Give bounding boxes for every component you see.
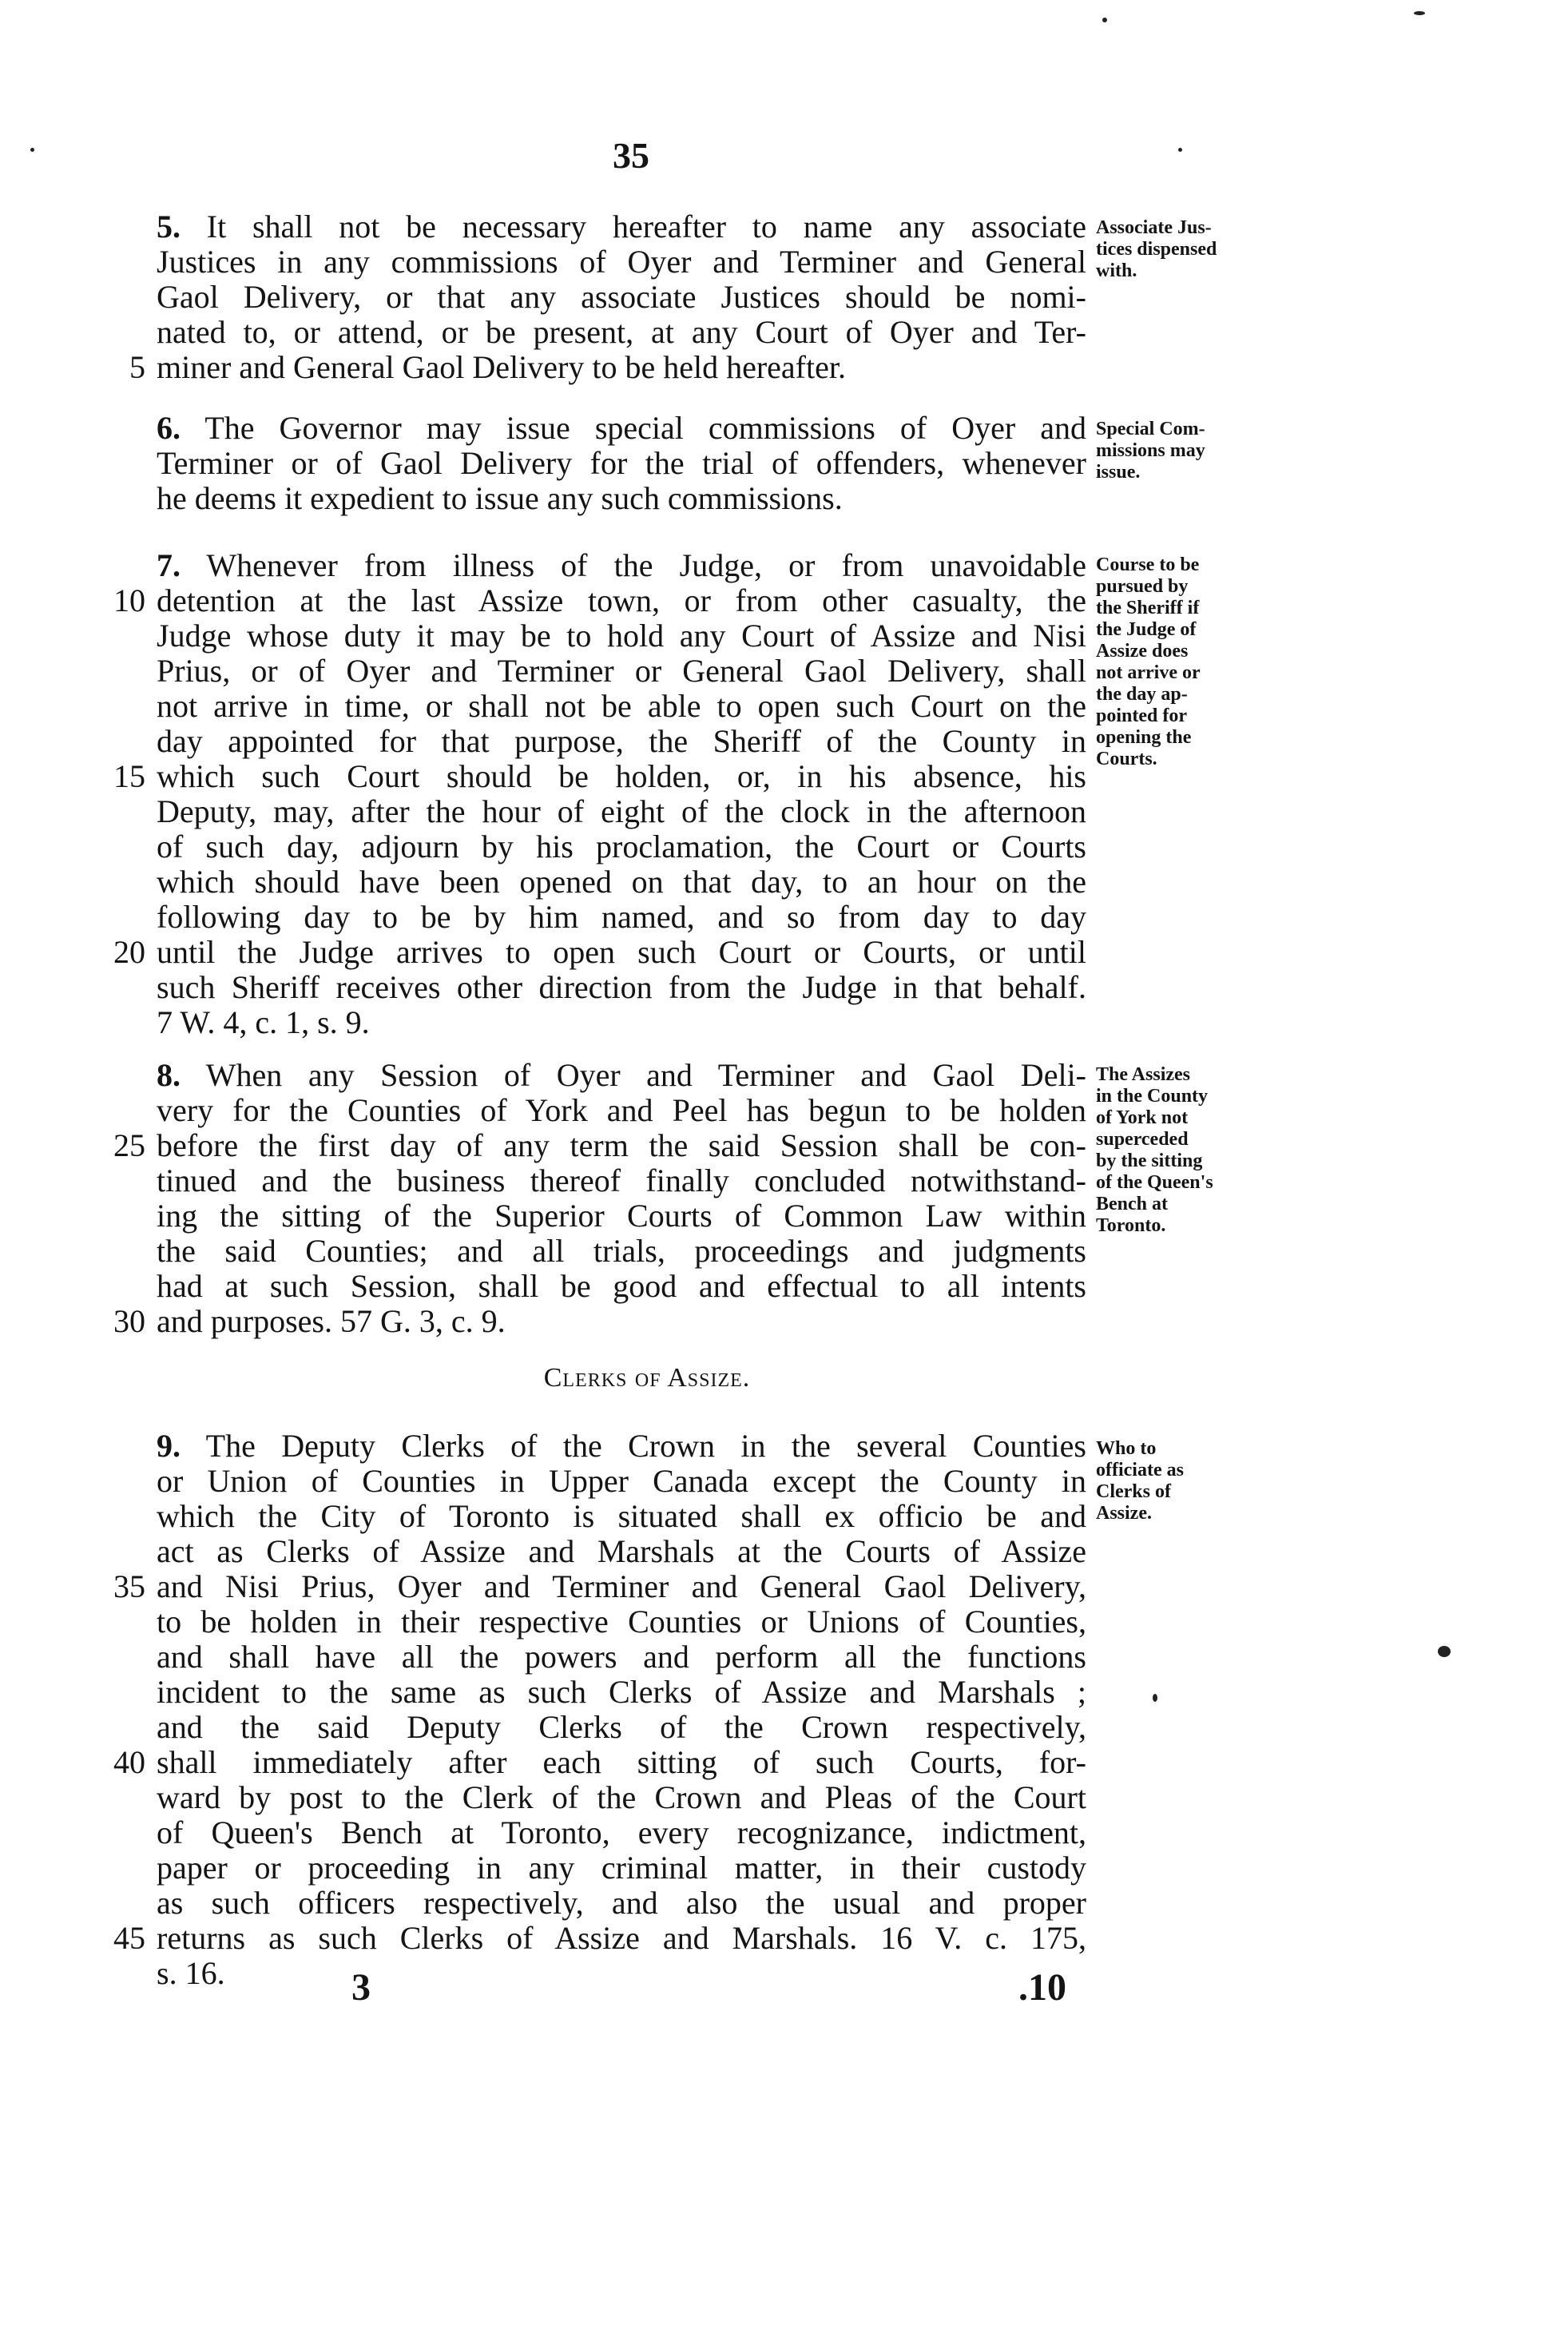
line-number: 10 (113, 582, 145, 618)
body-line: shall immediately after each sitting of such Courts, for- (157, 1744, 1086, 1780)
section-number: 7. (157, 547, 181, 583)
body-line: Judge whose duty it may be to hold any Court of Assize and Nisi (157, 618, 1086, 654)
body-line: 6. The Governor may issue special commissions of Oyer and (157, 410, 1086, 446)
body-line: 7. Whenever from illness of the Judge, or from unavoidable (157, 547, 1086, 583)
line-number: 20 (113, 934, 145, 970)
body-line: which such Court should be holden, or, in his absence, his (157, 758, 1086, 794)
body-line: as such officers respectively, and also the usual and proper (157, 1885, 1086, 1921)
body-line: 9. The Deputy Clerks of the Crown in the several Counties (157, 1428, 1086, 1464)
body-line: of such day, adjourn by his proclamation, the Court or Courts (157, 829, 1086, 864)
body-line: not arrive in time, or shall not be able to open such Court on the (157, 688, 1086, 724)
body-line: and Nisi Prius, Oyer and Terminer and General Gaol Delivery, (157, 1568, 1086, 1604)
body-line: Gaol Delivery, or that any associate Justices should be nomi- (157, 279, 1086, 315)
page-number: 35 (613, 135, 649, 176)
body-line: detention at the last Assize town, or from other casualty, the (157, 582, 1086, 618)
body-line: ward by post to the Clerk of the Crown and Pleas of the Court (157, 1779, 1086, 1815)
body-line: act as Clerks of Assize and Marshals at the Courts of Assize (157, 1533, 1086, 1569)
scan-speck (1153, 1694, 1157, 1702)
scan-speck (1178, 148, 1182, 152)
body-line: 5. It shall not be necessary hereafter to name any associate (157, 209, 1086, 244)
catchword: .10 (1018, 1966, 1066, 2009)
margin-note: Special Com- missions may issue. (1096, 419, 1205, 483)
body-line: the said Counties; and all trials, proceedings and judgments (157, 1233, 1086, 1269)
body-line: day appointed for that purpose, the Sheriff of the County in (157, 723, 1086, 759)
margin-note: Who to officiate as Clerks of Assize. (1096, 1438, 1184, 1524)
body-line: s. 16. (157, 1955, 225, 1991)
body-line: incident to the same as such Clerks of Assize and Marshals ; (157, 1674, 1086, 1710)
scan-speck (1414, 11, 1425, 15)
section-number: 8. (157, 1057, 181, 1093)
body-line: 8. When any Session of Oyer and Terminer and Gaol Deli- (157, 1057, 1086, 1093)
body-line: and shall have all the powers and perform all the functions (157, 1639, 1086, 1675)
margin-note: The Assizes in the County of York not superceded by the sitting of the Queen's Bench at Toronto. (1096, 1064, 1213, 1236)
body-line: until the Judge arrives to open such Court or Courts, or until (157, 934, 1086, 970)
body-line: to be holden in their respective Counties or Unions of Counties, (157, 1604, 1086, 1639)
margin-note: Course to be pursued by the Sheriff if the Judge of Assize does not arrive or the day ap- pointed for opening the Courts. (1096, 554, 1201, 769)
body-line: paper or proceeding in any criminal matter, in their custody (157, 1850, 1086, 1886)
body-line: had at such Session, shall be good and effectual to all intents (157, 1268, 1086, 1304)
body-line: such Sheriff receives other direction from the Judge in that behalf. (157, 969, 1086, 1005)
scan-speck (30, 148, 34, 152)
body-line: following day to be by him named, and so from day to day (157, 899, 1086, 935)
body-line: returns as such Clerks of Assize and Marshals. 16 V. c. 175, (157, 1920, 1086, 1956)
section-number: 9. (157, 1428, 181, 1464)
body-line: and purposes. 57 G. 3, c. 9. (157, 1303, 506, 1339)
body-line: ing the sitting of the Superior Courts of Common Law within (157, 1198, 1086, 1234)
line-number: 35 (113, 1568, 145, 1604)
body-line: Prius, or of Oyer and Terminer or General Gaol Delivery, shall (157, 653, 1086, 689)
body-line: nated to, or attend, or be present, at any Court of Oyer and Ter- (157, 314, 1086, 350)
body-line: which the City of Toronto is situated shall ex officio be and (157, 1498, 1086, 1534)
body-line: or Union of Counties in Upper Canada except the County in (157, 1463, 1086, 1499)
scan-speck (1102, 18, 1107, 22)
body-line: 7 W. 4, c. 1, s. 9. (157, 1004, 370, 1040)
line-number: 15 (113, 758, 145, 794)
body-line: which should have been opened on that day, to an hour on the (157, 864, 1086, 900)
line-number: 25 (113, 1127, 145, 1163)
margin-note: Associate Jus- tices dispensed with. (1096, 217, 1217, 281)
scan-speck (1438, 1646, 1451, 1657)
line-number: 45 (113, 1920, 145, 1956)
section-heading: Clerks of Assize. (543, 1363, 751, 1393)
section-number: 6. (157, 410, 181, 446)
body-line: Justices in any commissions of Oyer and Terminer and General (157, 244, 1086, 280)
body-line: of Queen's Bench at Toronto, every recognizance, indictment, (157, 1814, 1086, 1850)
body-line: and the said Deputy Clerks of the Crown respectively, (157, 1709, 1086, 1745)
body-line: tinued and the business thereof finally concluded notwithstand- (157, 1163, 1086, 1198)
line-number: 5 (129, 349, 145, 385)
body-line: before the first day of any term the said Session shall be con- (157, 1127, 1086, 1163)
line-number: 30 (113, 1303, 145, 1339)
section-number: 5. (157, 209, 181, 244)
line-number: 40 (113, 1744, 145, 1780)
body-line: miner and General Gaol Delivery to be held hereafter. (157, 349, 846, 385)
body-line: very for the Counties of York and Peel has begun to be holden (157, 1092, 1086, 1128)
body-line: Terminer or of Gaol Delivery for the trial of offenders, whenever (157, 445, 1086, 481)
body-line: Deputy, may, after the hour of eight of the clock in the afternoon (157, 793, 1086, 829)
signature-mark: 3 (351, 1966, 371, 2009)
body-line: he deems it expedient to issue any such commissions. (157, 480, 843, 516)
